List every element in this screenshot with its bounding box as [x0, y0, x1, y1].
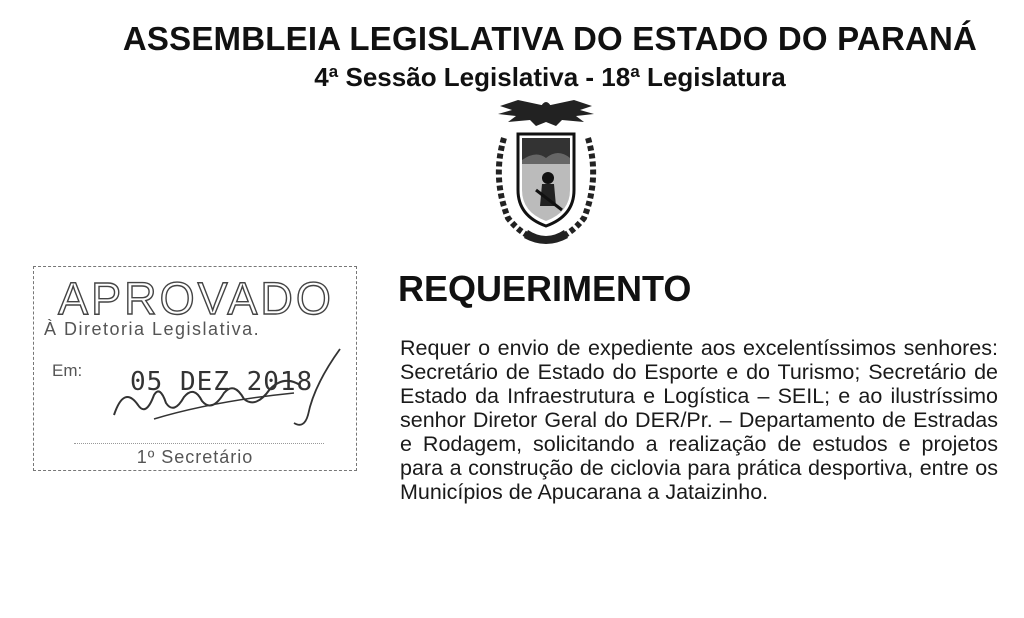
stamp-date-label: Em:	[52, 361, 83, 380]
document-body: Requer o envio de expediente aos excelentíssimos senhores: Secretário de Estado do Esporte e do Turismo; Secretário de Estado da Infraestrutura e Logística – SEIL; e ao ilustríssimo senhor Diretor Geral do DER/Pr. – Departamento de Estradas e Rodagem, solicitando a realização de estudos e projetos para a construção de ciclovia para prática desportiva, entre os Municípios de Apucarana a Jataizinho.	[400, 336, 998, 504]
stamp-directorate-line: À Diretoria Legislativa.	[44, 319, 261, 339]
handwritten-signature	[94, 345, 354, 435]
session-subtitle: 4ª Sessão Legislativa - 18ª Legislatura	[314, 62, 786, 92]
parana-coat-of-arms-icon	[478, 98, 614, 248]
assembly-title: ASSEMBLEIA LEGISLATIVA DO ESTADO DO PARANÁ	[122, 20, 978, 57]
approval-stamp	[33, 266, 357, 471]
stamp-approved-title: APROVADO	[58, 273, 334, 324]
stamp-signature-line	[74, 443, 324, 444]
document-heading: REQUERIMENTO	[398, 268, 692, 309]
stamp-secretary-label: 1º Secretário	[136, 447, 254, 467]
stamp-date: 05 DEZ 2018	[130, 367, 314, 397]
